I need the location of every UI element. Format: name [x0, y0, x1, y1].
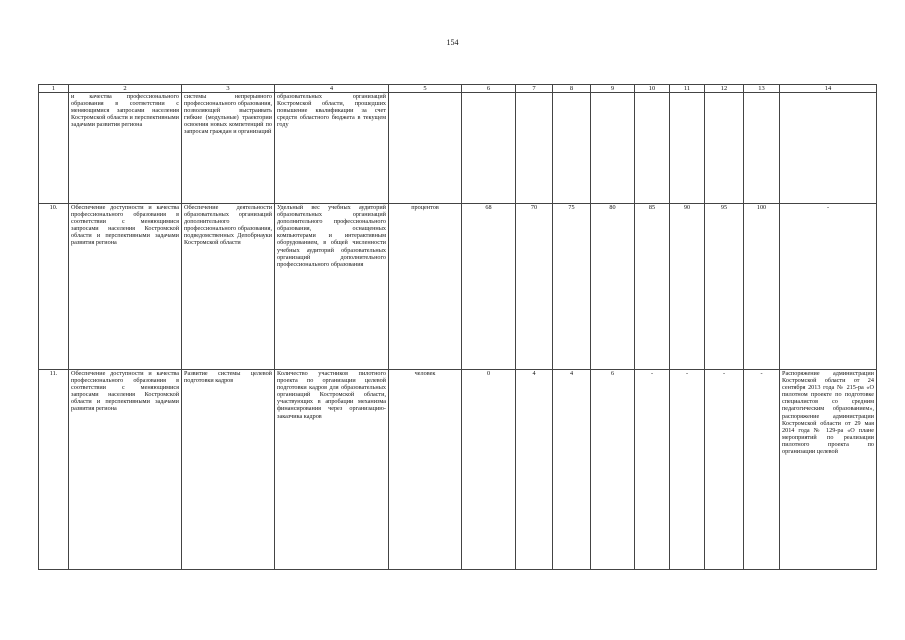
task-cell: Обеспечение деятельности образовательных организаций дополнительного профессионального образования, подведомственных Депобрнауки Костромской области — [182, 204, 275, 370]
header-cell: 10 — [635, 85, 670, 93]
value-cell: - — [635, 370, 670, 570]
basis-cell: Распоряжение администрации Костромской области от 24 сентября 2013 года № 215-ра «О пилотном проекте по подготовке специалистов со средним педагогическим образованием», распоряжение администрации Костромской области от 29 мая 2014 года № 129-ра «О плане мероприятий по реализации пилотного проекта по организации целевой — [780, 370, 877, 570]
value-cell: 85 — [635, 204, 670, 370]
value-cell: 95 — [705, 204, 744, 370]
value-cell — [705, 93, 744, 204]
goal-cell: и качества профессионального образования в соответствии с меняющимися запросами населения Костромской области и перспективными задачами развития региона — [69, 93, 182, 204]
unit-cell — [389, 93, 462, 204]
table-row — [39, 93, 877, 204]
value-cell: 70 — [516, 204, 553, 370]
row-number — [39, 93, 69, 204]
value-cell: - — [670, 370, 705, 570]
row-number: 11. — [39, 370, 69, 570]
header-cell: 9 — [591, 85, 635, 93]
header-row — [39, 85, 877, 93]
header-cell: 14 — [780, 85, 877, 93]
task-cell: Развитие системы целевой подготовки кадров — [182, 370, 275, 570]
goal-cell: Обеспечение доступности и качества профессионального образования в соответствии с меняющимися запросами населения Костромской области и перспективными задачами развития региона — [69, 370, 182, 570]
header-cell: 11 — [670, 85, 705, 93]
value-cell: 4 — [553, 370, 591, 570]
value-cell: 75 — [553, 204, 591, 370]
header-cell: 12 — [705, 85, 744, 93]
header-cell: 3 — [182, 85, 275, 93]
value-cell — [744, 93, 780, 204]
value-cell: 100 — [744, 204, 780, 370]
basis-cell: - — [780, 204, 877, 370]
value-cell — [591, 93, 635, 204]
value-cell: - — [744, 370, 780, 570]
task-cell: системы непрерывного профессионального образования, позволяющей выстраивать гибкие (модульные) траектории освоения новых компетенций по запросам граждан и организаций — [182, 93, 275, 204]
header-cell: 5 — [389, 85, 462, 93]
value-cell — [635, 93, 670, 204]
unit-cell: человек — [389, 370, 462, 570]
value-cell: 80 — [591, 204, 635, 370]
header-cell: 2 — [69, 85, 182, 93]
indicators-table — [38, 84, 877, 570]
unit-cell: процентов — [389, 204, 462, 370]
value-cell — [516, 93, 553, 204]
value-cell — [462, 93, 516, 204]
value-cell: 90 — [670, 204, 705, 370]
header-cell: 8 — [553, 85, 591, 93]
header-cell: 13 — [744, 85, 780, 93]
value-cell — [553, 93, 591, 204]
value-cell: 4 — [516, 370, 553, 570]
indicator-cell: Количество участников пилотного проекта по организации целевой подготовки кадров для образовательных организаций Костромской области, участвующих в апробации механизма финансирования через организацию-заказчика кадров — [275, 370, 389, 570]
page-number: 154 — [446, 38, 459, 47]
basis-cell — [780, 93, 877, 204]
goal-cell: Обеспечение доступности и качества профессионального образования в соответствии с меняющимися запросами населения Костромской области и перспективными задачами развития региона — [69, 204, 182, 370]
value-cell — [670, 93, 705, 204]
row-number: 10. — [39, 204, 69, 370]
header-cell: 4 — [275, 85, 389, 93]
table-row — [39, 370, 877, 570]
indicator-cell: Удельный вес учебных аудиторий образовательных организаций дополнительного профессионального образования, оснащенных компьютерами и интерактивным оборудованием, в общей численности учебных аудиторий образовательных организаций дополнительного профессионального образования — [275, 204, 389, 370]
value-cell: 0 — [462, 370, 516, 570]
header-cell: 1 — [39, 85, 69, 93]
header-cell: 6 — [462, 85, 516, 93]
table-row — [39, 204, 877, 370]
indicator-cell: образовательных организаций Костромской области, прошедших повышение квалификации за счет средств областного бюджета в текущем году — [275, 93, 389, 204]
header-cell: 7 — [516, 85, 553, 93]
value-cell: - — [705, 370, 744, 570]
value-cell: 68 — [462, 204, 516, 370]
value-cell: 6 — [591, 370, 635, 570]
